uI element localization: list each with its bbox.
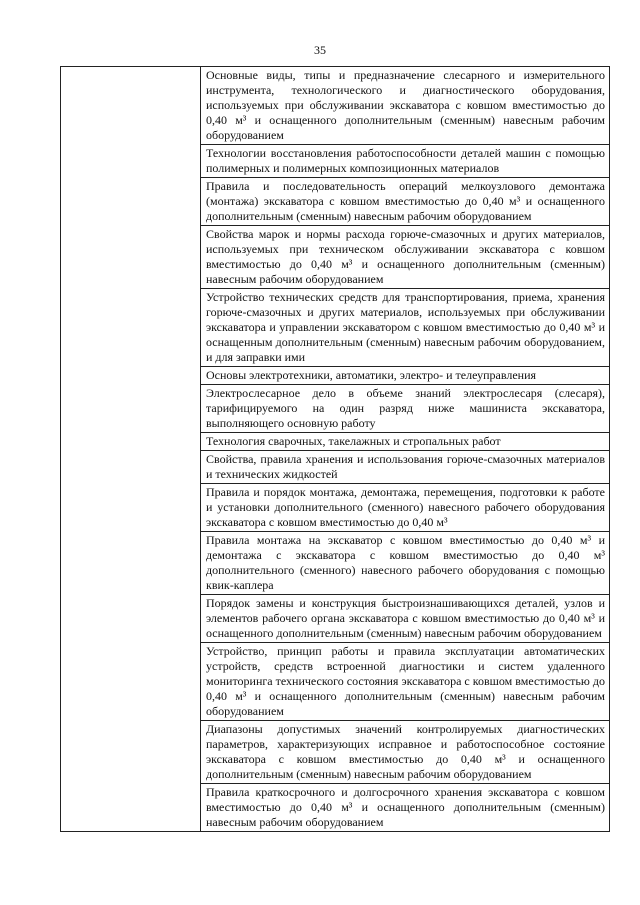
table-row bbox=[201, 385, 609, 433]
row-text: Устройство технических средств для транспортирования, приема, хранения горюче-смазочных и других материалов, используемых при обслуживании экскаватора и управлении экскаватором с ковшом вместимостью до 0,40 м³ и оснащенным дополнительным (сменным) навесным рабочим оборудованием, и для заправки ими bbox=[206, 290, 605, 364]
table-row bbox=[201, 226, 609, 289]
table-row bbox=[201, 784, 609, 831]
row-text: Правила краткосрочного и долгосрочного хранения экскаватора с ковшом вместимостью до 0,40 м³ и оснащенного дополнительным (сменным) навесным рабочим оборудованием bbox=[206, 785, 605, 829]
requirements-table bbox=[60, 66, 610, 832]
row-text: Правила и последовательность операций мелкоузлового демонтажа (монтажа) экскаватора с ковшом вместимостью до 0,40 м³ и оснащенного дополнительным (сменным) навесным рабочим оборудованием bbox=[206, 179, 605, 223]
row-text: Основы электротехники, автоматики, электро- и телеуправления bbox=[206, 368, 537, 382]
row-text: Свойства, правила хранения и использования горюче-смазочных материалов и технических жидкостей bbox=[206, 452, 605, 481]
table-row bbox=[201, 484, 609, 532]
row-text: Электрослесарное дело в объеме знаний электрослесаря (слесаря), тарифицируемого на один разряд ниже машиниста экскаватора, выполняющего основную работу bbox=[206, 386, 605, 430]
table-row bbox=[201, 433, 609, 451]
table-row bbox=[201, 178, 609, 226]
table-row bbox=[201, 643, 609, 721]
page-number: 35 bbox=[314, 43, 326, 57]
table-row bbox=[201, 721, 609, 784]
table-row bbox=[201, 367, 609, 385]
table-row bbox=[201, 532, 609, 595]
row-text: Порядок замены и конструкция быстроизнашивающихся деталей, узлов и элементов рабочего органа экскаватора с ковшом вместимостью до 0,40 м³ и оснащенного дополнительным (сменным) навесным рабочим оборудованием bbox=[206, 596, 605, 640]
table-label-column bbox=[61, 67, 201, 831]
row-text: Диапазоны допустимых значений контролируемых диагностических параметров, характеризующих исправное и работоспособное состояние экскаватора с ковшом вместимостью до 0,40 м³ и оснащенного дополнительным (сменным) навесным рабочим оборудованием bbox=[206, 722, 605, 781]
row-text: Устройство, принцип работы и правила эксплуатации автоматических устройств, средств встроенной диагностики и систем удаленного мониторинга технического состояния экскаватора с ковшом вместимостью до 0,40 м³ и оснащенного дополнительным (сменным) навесным рабочим оборудованием bbox=[206, 644, 605, 718]
table-row bbox=[201, 451, 609, 484]
table-content-column bbox=[201, 67, 609, 831]
row-text: Технология сварочных, такелажных и стропальных работ bbox=[206, 434, 501, 448]
row-text: Основные виды, типы и предназначение слесарного и измерительного инструмента, технологического и диагностического оборудования, используемых при обслуживании экскаватора с ковшом вместимостью до 0,40 м³ и оснащенного дополнительным (сменным) навесным рабочим оборудованием bbox=[206, 68, 605, 142]
row-text: Правила и порядок монтажа, демонтажа, перемещения, подготовки к работе и установки дополнительного (сменного) навесного рабочего оборудования экскаватора с ковшом вместимостью до 0,40 м³ bbox=[206, 485, 605, 529]
table-row bbox=[201, 145, 609, 178]
table-row bbox=[201, 289, 609, 367]
table-row bbox=[201, 67, 609, 145]
row-text: Технологии восстановления работоспособности деталей машин с помощью полимерных и полимерных композиционных материалов bbox=[206, 146, 605, 175]
row-text: Свойства марок и нормы расхода горюче-смазочных и других материалов, используемых при техническом обслуживании экскаватора с ковшом вместимостью до 0,40 м³ и оснащенного дополнительным (сменным) навесным рабочим оборудованием bbox=[206, 227, 605, 286]
table-row bbox=[201, 595, 609, 643]
row-text: Правила монтажа на экскаватор с ковшом вместимостью до 0,40 м³ и демонтажа с экскаватора с ковшом вместимостью до 0,40 м³ дополнительного (сменного) навесного рабочего оборудования с помощью квик-каплера bbox=[206, 533, 605, 592]
